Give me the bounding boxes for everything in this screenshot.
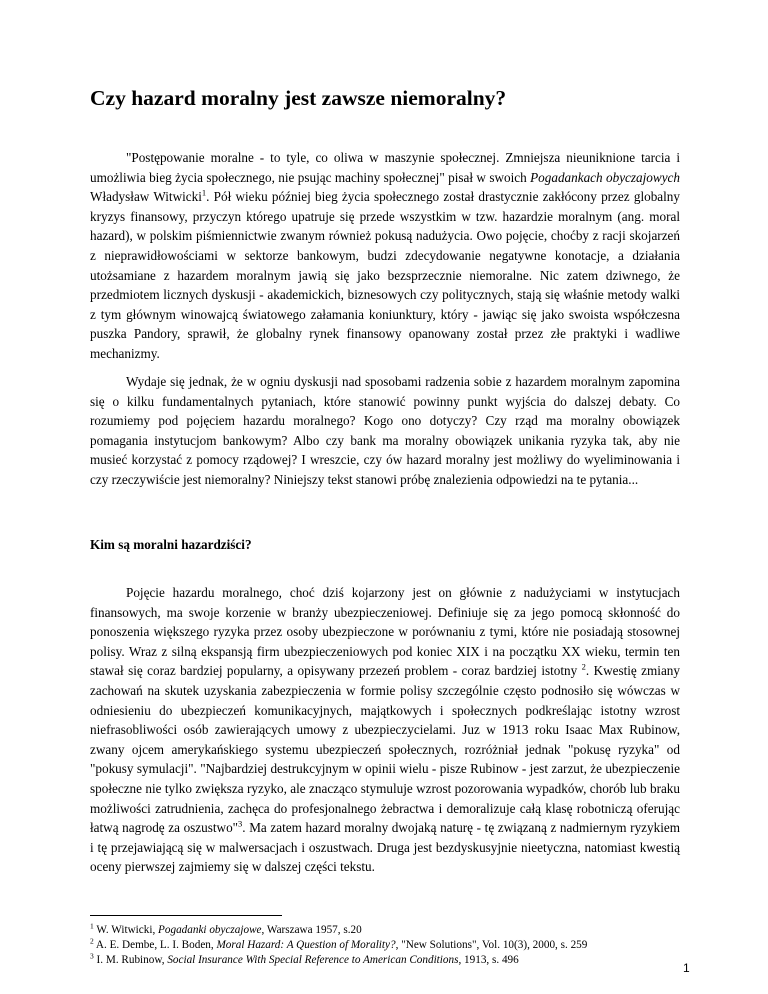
footnote-1 xyxy=(90,923,690,938)
footnote-text: A. E. Dembe, L. I. Boden, xyxy=(93,939,217,952)
section-text: . Ma zatem hazard moralny dwojaką naturę - tę związaną z nadmiernym ryzykiem i tę przejawiającą się w malwersacjach i oszustwach. Druga jest bezdyskusyjnie nieetyczna, natomiast kwestią oceny pierwszej zajmiemy się w dalszej części tekstu. xyxy=(90,820,680,875)
footnote-3 xyxy=(90,953,690,968)
footnote-italic: Pogadanki obyczajowe xyxy=(158,924,262,936)
footnote-ref-3[interactable]: 3 xyxy=(238,818,243,829)
intro-text: "Postępowanie moralne - to tyle, co oliwa w maszynie społecznej. Zmniejsza nieuniknione tarcia i umożliwia bieg życia społecznego, nie psując machiny społecznej" pisał w swoich xyxy=(90,150,680,185)
footnotes xyxy=(90,923,690,969)
footnote-italic: Social Insurance With Special Reference to American Conditions xyxy=(167,954,459,967)
book-title-italic: Pogadankach obyczajowych xyxy=(530,169,680,185)
intro-paragraph-1 xyxy=(90,148,680,364)
footnote-separator xyxy=(90,915,282,916)
section-paragraph xyxy=(90,583,680,877)
intro-text: Władysław Witwicki xyxy=(90,189,202,205)
footnote-text: I. M. Rubinow, xyxy=(93,954,168,967)
footnote-ref-1[interactable]: 1 xyxy=(201,187,207,198)
footnote-text: , "New Solutions", Vol. 10(3), 2000, s. 259 xyxy=(395,939,588,952)
page-number: 1 xyxy=(683,961,690,975)
footnote-number: 2 xyxy=(90,936,94,946)
section-text: Pojęcie hazardu moralnego, choć dziś kojarzony jest on głównie z nadużyciami w instytucjach finansowych, ma swoje korzenie w branży ubezpieczeniowej. Definiuje się za jego pomocą skłonność do ponoszenia większego ryzyka przez osoby ubezpieczone w porównaniu z tymi, które nie posiadają stosownej polisy. Wraz z silną ekspansją firm ubezpieczeniowych pod koniec XIX i na początku XX wieku, termin ten stawał się coraz bardziej popularny, a opisywany przezeń problem - coraz bardziej istotny xyxy=(90,585,680,679)
footnote-number: 1 xyxy=(90,921,94,931)
intro-paragraph-2: Wydaje się jednak, że w ogniu dyskusji nad sposobami radzenia sobie z hazardem moralnym zapomina się o kilku fundamentalnych pytaniach, które stanowić powinny punkt wyjścia do dalszej debaty. Co rozumiemy pod pojęciem hazardu moralnego? Kogo ono dotyczy? Czy rząd ma moralny obowiązek pomagania instytucjom bankowym? Albo czy bank ma moralny obowiązek unikania ryzyka tak, aby nie musieć korzystać z pomocy rządowej? I wreszcie, czy ów hazard moralny jest możliwy do wyeliminowania i czy rzeczywiście jest niemoralny? Niniejszy tekst stanowi próbę znalezienia odpowiedzi na te pytania... xyxy=(90,374,680,487)
footnote-text: , 1913, s. 496 xyxy=(458,954,519,967)
section-text: . Kwestię zmiany zachowań na skutek uzyskania zabezpieczenia w formie polisy szczególnie często podnosiło się wówczas w odniesieniu do ubezpieczeń komunikacyjnych, majątkowych i społecznych podkreślając istotny wzrost niefrasobliwości osób zawierających umowy z ubezpieczycielami. Juz w 1913 roku Isaac Max Rubinow, zwany ojcem amerykańskiego systemu ubezpieczeń społecznych, rozróżniał jednak "pokusę ryzyka" od "pokusy symulacji". "Najbardziej destrukcyjnym w opinii wielu - pisze Rubinow - jest zarzut, że ubezpieczenie społeczne nie tylko zwiększa ryzyko, ale znacząco stymuluje wzrost pozorowania wypadków, chorób lub braku możliwości zatrudnienia, zachęca do profesjonalnego żebractwa i demoralizuje całą klasę robotniczą oferując łatwą nagrodę za oszustwo" xyxy=(90,663,680,836)
footnote-ref-2[interactable]: 2 xyxy=(581,661,586,672)
page-title: Czy hazard moralny jest zawsze niemoralny? xyxy=(90,86,507,110)
intro-text: . Pół wieku później bieg życia społecznego został drastycznie zakłócony przez globalny kryzys finansowy, przyczyn którego upatruje się przede wszystkim w tzw. hazardzie moralnym (ang. moral hazard), w polskim piśmiennictwie zwanym również pokusą nadużycia. Owo pojęcie, choćby z racji skojarzeń z nieprawidłowościami w sektorze bankowym, budzi zdecydowanie negatywne konotacje, a działania utożsamiane z hazardem moralnym jawią się jako bezsprzecznie niemoralne. Nic zatem dziwnego, że przedmiotem licznych dyskusji - akademickich, biznesowych czy politycznych, stają się właśnie metody walki z tym głównym winowajcą światowego załamania koniunktury, który - jawiąc się jako swoista współczesna puszka Pandory, sprawił, że globalny rynek finansowy opanowany został przez złe praktyki i wadliwe mechanizmy. xyxy=(90,189,680,361)
footnote-number: 3 xyxy=(90,951,94,961)
footnote-italic: Moral Hazard: A Question of Morality? xyxy=(216,939,396,952)
section-heading: Kim są moralni hazardziści? xyxy=(90,537,252,552)
footnote-text: W. Witwicki, xyxy=(93,924,159,936)
footnote-2 xyxy=(90,938,690,953)
footnote-text: , Warszawa 1957, s.20 xyxy=(261,924,362,936)
